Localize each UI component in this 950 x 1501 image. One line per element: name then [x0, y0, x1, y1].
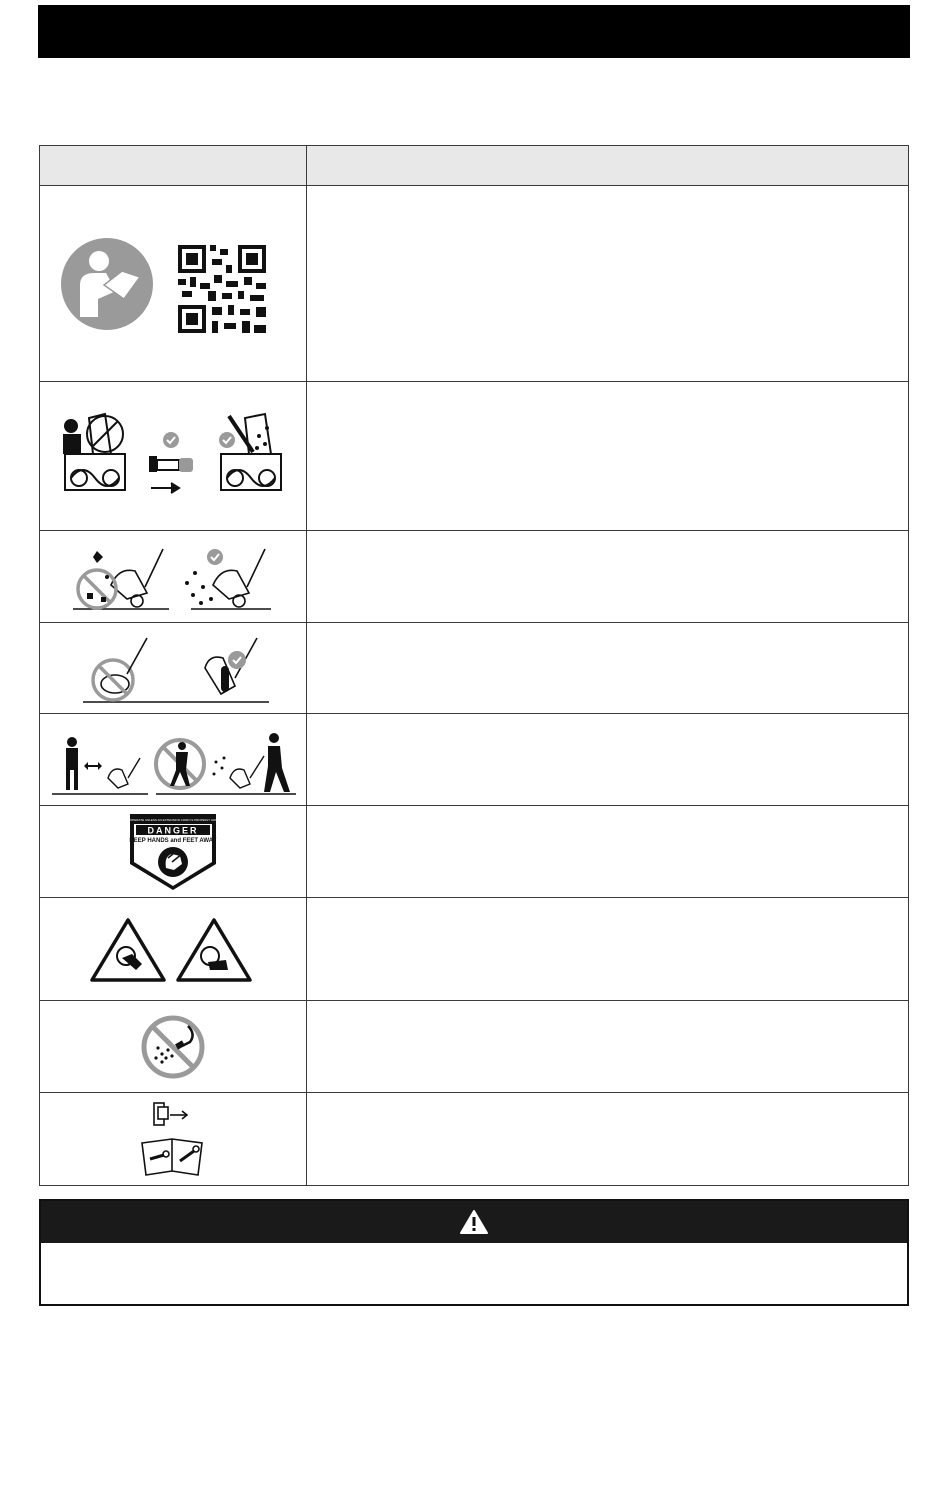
clearing-tool-unclog-chute-icon: [53, 406, 293, 506]
no-debris-snow-only-icon: [63, 537, 283, 617]
symbol-cell: [40, 531, 307, 623]
safety-symbols-table: [39, 145, 909, 1186]
meaning-cell: [307, 531, 909, 623]
table-row: [40, 623, 909, 714]
read-manual-and-qr-code-icon: [58, 229, 288, 339]
warning-triangle-icon: [459, 1209, 489, 1235]
no-water-spray-icon: [138, 1012, 208, 1082]
warning-box: [39, 1199, 909, 1306]
table-row: [40, 714, 909, 806]
table-row: [40, 1001, 909, 1093]
meaning-cell: [307, 806, 909, 898]
symbol-cell: [40, 623, 307, 714]
meaning-cell: [307, 186, 909, 382]
symbol-cell: [40, 1093, 307, 1186]
table-row: [40, 531, 909, 623]
danger-label-subtitle: KEEP HANDS and FEET AWAY: [129, 837, 217, 844]
meaning-cell: [307, 382, 909, 531]
danger-keep-hands-feet-away-label-icon: [117, 812, 229, 892]
danger-label-small-text: DO NOT OPERATE UNLESS AN EXTENSION CORD IS PROPERLY GROUNDED: [117, 817, 229, 822]
table-row: [40, 806, 909, 898]
meaning-cell: [307, 1093, 909, 1186]
warning-header: [41, 1201, 907, 1243]
meaning-cell: [307, 1001, 909, 1093]
table-header-row: [40, 146, 909, 186]
keep-bystanders-away-icon: [48, 720, 298, 800]
symbol-cell: [40, 1001, 307, 1093]
symbol-cell: [40, 186, 307, 382]
symbol-cell: [40, 806, 307, 898]
table-row: [40, 186, 909, 382]
meaning-cell: [307, 623, 909, 714]
symbol-cell: [40, 898, 307, 1001]
danger-label-title: DANGER: [147, 825, 199, 835]
meaning-column-header: [307, 146, 909, 186]
table-row: [40, 898, 909, 1001]
symbol-column-header: [40, 146, 307, 186]
symbol-cell: [40, 714, 307, 806]
remove-key-consult-manual-icon: [138, 1099, 208, 1179]
symbol-cell: [40, 382, 307, 531]
no-tipping-machine-icon: [73, 628, 273, 708]
meaning-cell: [307, 714, 909, 806]
header-bar: [38, 5, 910, 58]
warning-text: [41, 1243, 907, 1263]
rotating-auger-hazard-icon: [88, 914, 258, 984]
meaning-cell: [307, 898, 909, 1001]
table-row: [40, 1093, 909, 1186]
table-row: [40, 382, 909, 531]
